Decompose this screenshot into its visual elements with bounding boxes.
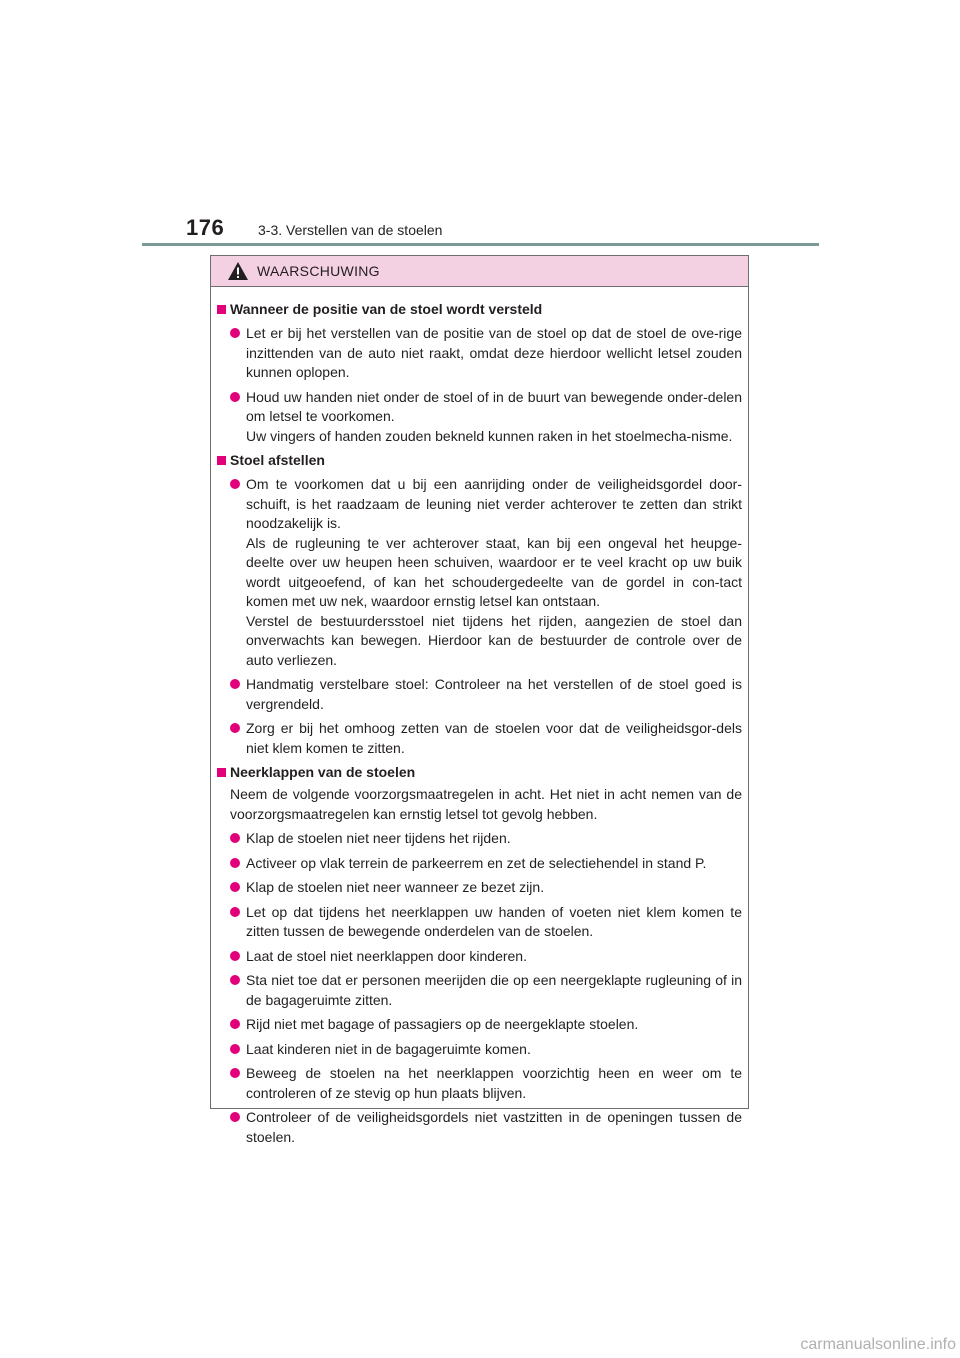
list-item-text: Om te voorkomen dat u bij een aanrijding onder de veiligheidsgordel door-schuift, is het raadzaam de leuning niet verder achterover te zetten dan strikt noodzakelijk is. Als de rugleuning te ver achterover staat, kan bij een ongeval het heupge-deelte over uw heupen heen schuiven, waardoor er te veel kracht op uw buik wordt uitgeoefend, of kan het schoudergedeelte van de gordel in con-tact komen met uw nek, waardoor ernstig letsel kan ontstaan. Verstel de bestuurdersstoel niet tijdens het rijden, aangezien de stoel dan onverwachts kan bewegen. Hierdoor kan de bestuurder de controle over de auto verliezen. [246,476,742,668]
list-item-text: Let er bij het verstellen van de positie van de stoel op dat de stoel de ove-rige inzittenden van de auto niet raakt, omdat deze hierdoor wellicht letsel zouden kunnen oplopen. [246,325,742,380]
list-item-text: Zorg er bij het omhoog zetten van de stoelen voor dat de veiligheidsgor-dels niet klem komen te zitten. [246,720,742,756]
warning-box [210,255,749,1145]
bullet-list [217,829,742,1147]
section-heading [217,300,742,319]
warning-triangle-icon [227,261,249,281]
round-bullet-icon [230,1068,240,1078]
list-item-text: Handmatig verstelbare stoel: Controleer na het verstellen of de stoel goed is vergrendeld. [246,676,742,712]
list-item [217,1108,742,1147]
square-bullet-icon [217,456,226,465]
list-item [217,947,742,967]
section-heading [217,451,742,470]
warning-section [217,451,742,758]
round-bullet-icon [230,951,240,961]
warning-body [211,287,748,1147]
list-item [217,324,742,383]
list-item [217,971,742,1010]
square-bullet-icon [217,768,226,777]
list-item-text: Klap de stoelen niet neer tijdens het rijden. [246,830,511,846]
round-bullet-icon [230,1112,240,1122]
round-bullet-icon [230,328,240,338]
round-bullet-icon [230,479,240,489]
round-bullet-icon [230,858,240,868]
warning-header [211,256,748,287]
list-item [217,719,742,758]
warning-title: WAARSCHUWING [257,263,380,279]
list-item-text: Rijd niet met bagage of passagiers op de neergeklapte stoelen. [246,1016,639,1032]
list-item [217,1064,742,1103]
round-bullet-icon [230,1019,240,1029]
list-item [217,878,742,898]
section-heading-text: Neerklappen van de stoelen [230,764,416,780]
list-item-text: Beweeg de stoelen na het neerklappen voorzichtig heen en weer om te controleren of ze stevig op hun plaats blijven. [246,1065,742,1101]
list-item-text: Let op dat tijdens het neerklappen uw handen of voeten niet klem komen te zitten tussen de bewegende onderdelen van de stoelen. [246,903,742,939]
section-heading-text: Wanneer de positie van de stoel wordt versteld [230,301,543,317]
section-title: 3-3. Verstellen van de stoelen [258,222,443,238]
round-bullet-icon [230,392,240,402]
list-item [217,854,742,874]
round-bullet-icon [230,907,240,917]
section-heading [217,763,742,782]
square-bullet-icon [217,305,226,314]
header-rule [142,243,819,246]
warning-section [217,763,742,1147]
bullet-list [217,475,742,758]
list-item [217,675,742,714]
round-bullet-icon [230,1044,240,1054]
list-item [217,1040,742,1060]
list-item [217,475,742,670]
list-item [217,388,742,447]
round-bullet-icon [230,723,240,733]
list-item-text: Houd uw handen niet onder de stoel of in de buurt van bewegende onder-delen om letsel te voorkomen. Uw vingers of handen zouden bekneld kunnen raken in het stoelmecha-nisme. [246,388,742,444]
list-item-text: Controleer of de veiligheidsgordels niet vastzitten in de openingen tussen de stoelen. [246,1109,742,1145]
list-item-text: Laat de stoel niet neerklappen door kinderen. [246,947,527,964]
bullet-list [217,324,742,446]
list-item-text: Activeer op vlak terrein de parkeerrem en zet de selectiehendel in stand P. [246,854,707,871]
page-number: 176 [186,215,225,240]
round-bullet-icon [230,975,240,985]
list-item-text: Klap de stoelen niet neer wanneer ze bezet zijn. [246,879,545,895]
list-item-text: Laat kinderen niet in de bagageruimte komen. [246,1040,531,1057]
round-bullet-icon [230,833,240,843]
list-item-text: Sta niet toe dat er personen meerijden die op een neergeklapte rugleuning of in de bagageruimte zitten. [246,972,742,1008]
watermark: carmanualsonline.info [800,1336,956,1353]
warning-section [217,300,742,446]
list-item [217,903,742,942]
list-item [217,1015,742,1035]
section-heading-text: Stoel afstellen [230,452,325,468]
round-bullet-icon [230,679,240,689]
section-intro: Neem de volgende voorzorgsmaatregelen in acht. Het niet in acht nemen van de voorzorgsmaatregelen kan ernstig letsel tot gevolg hebben. [230,786,742,822]
list-item [217,829,742,849]
round-bullet-icon [230,882,240,892]
